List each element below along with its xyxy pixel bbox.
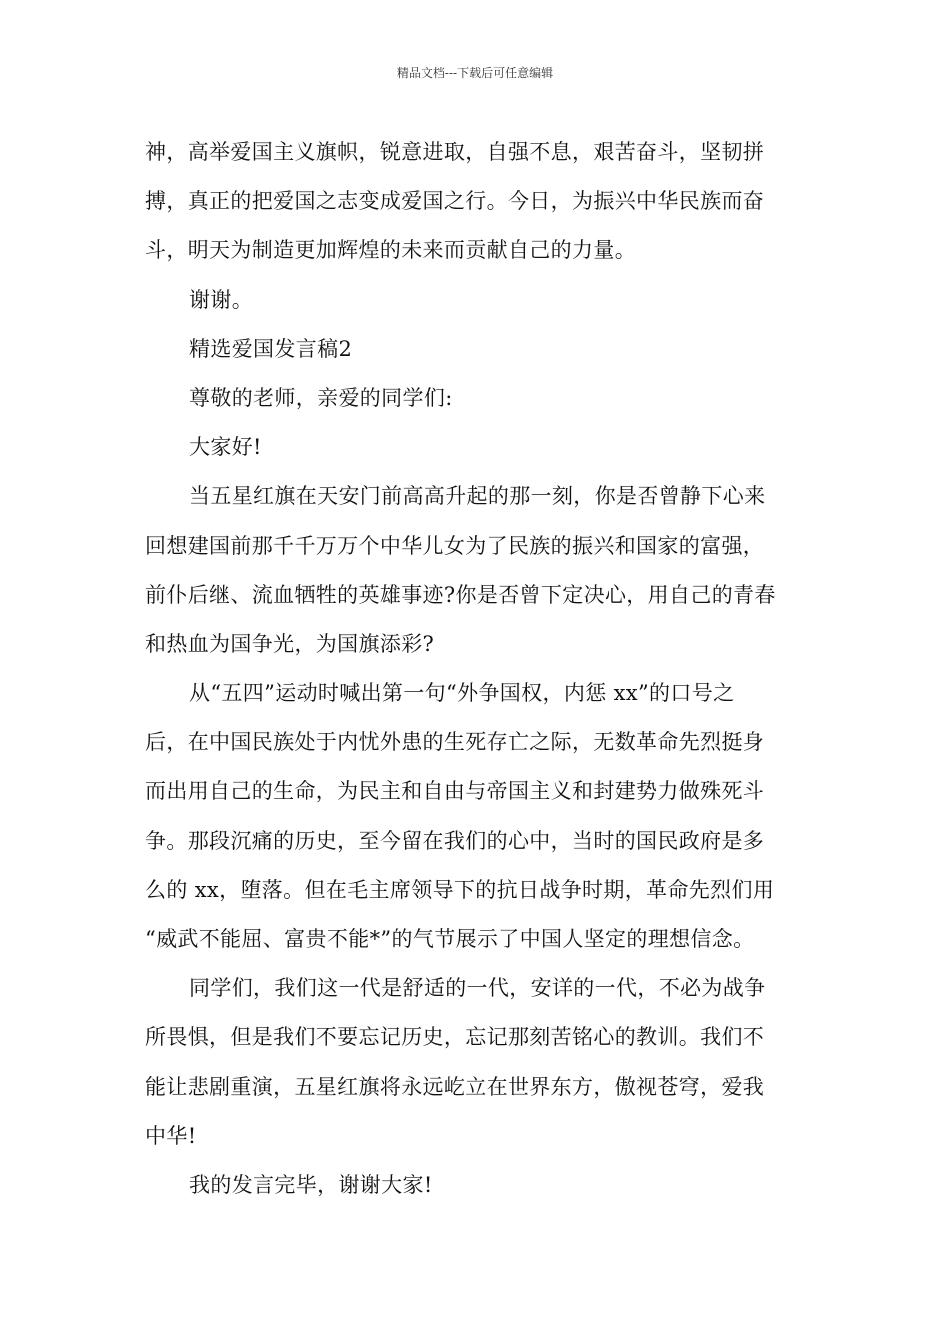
text-line: 和热血为国争光，为国旗添彩?: [145, 631, 435, 656]
text-line: “威武不能屈、富贵不能*”的气节展示了中国人坚定的理想信念。: [145, 927, 755, 951]
text-line: 斗，明天为制造更加辉煌的未来而贡献自己的力量。: [145, 238, 637, 263]
text-line: 搏，真正的把爱国之志变成爱国之行。今日，为振兴中华民族而奋: [145, 189, 765, 214]
text-line: 中华!: [145, 1123, 197, 1148]
text-line: 么的 xx，堕落。但在毛主席领导下的抗日战争时期，革命先烈们用: [145, 877, 775, 902]
text-line: 谢谢。: [189, 287, 254, 312]
text-line: 从“五四”运动时喊出第一句“外争国权，内惩 xx”的口号之: [189, 681, 735, 706]
text-line: 神，高举爱国主义旗帜，锐意进取，自强不息，艰苦奋斗，坚韧拼: [145, 140, 765, 164]
text-line: 同学们，我们这一代是舒适的一代，安详的一代，不必为战争: [189, 976, 766, 1001]
text-line: 大家好!: [189, 435, 262, 460]
text-line: 当五星红旗在天安门前高高升起的那一刻，你是否曾静下心来: [189, 484, 766, 509]
text-line: 能让悲剧重演，五星红旗将永远屹立在世界东方，傲视苍穹，爱我: [145, 1074, 765, 1099]
text-line: 争。那段沉痛的历史，至今留在我们的心中，当时的国民政府是多: [145, 828, 765, 853]
text-line: 回想建国前那千千万万个中华儿女为了民族的振兴和国家的富强，: [145, 533, 765, 558]
document-body: [145, 128, 809, 1210]
text-line: 前仆后继、流血牺牲的英雄事迹?你是否曾下定决心，用自己的青春: [145, 582, 776, 607]
page-header: 精品文档---下载后可任意编辑: [396, 66, 554, 80]
text-line: 我的发言完毕，谢谢大家!: [189, 1172, 433, 1197]
text-line: 尊敬的老师，亲爱的同学们:: [189, 385, 453, 410]
text-line: 后，在中国民族处于内忧外患的生死存亡之际，无数革命先烈挺身: [145, 730, 765, 755]
text-line: 而出用自己的生命，为民主和自由与帝国主义和封建势力做殊死斗: [145, 779, 765, 804]
section-title: 精选爱国发言稿2: [189, 336, 353, 361]
text-line: 所畏惧，但是我们不要忘记历史，忘记那刻苦铭心的教训。我们不: [145, 1025, 765, 1050]
